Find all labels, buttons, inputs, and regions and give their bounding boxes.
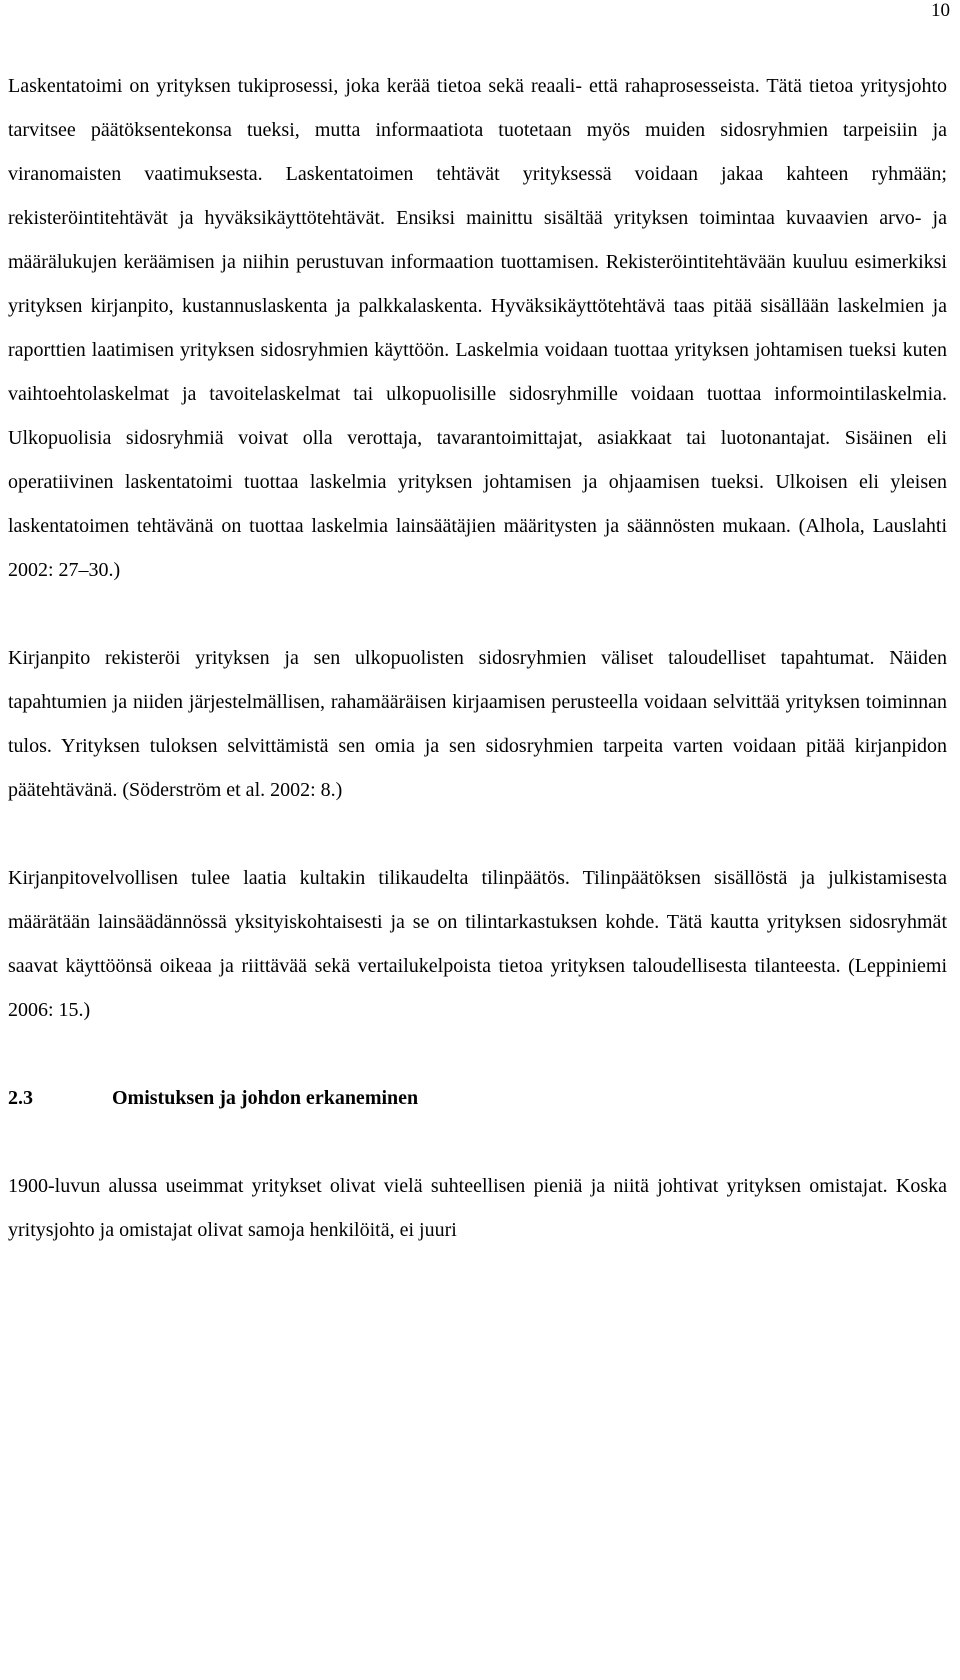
paragraph-section-intro: 1900-luvun alussa useimmat yritykset olivat vielä suhteellisen pieniä ja niitä johtivat yrityksen omistajat. Koska yritysjohto ja omistajat olivat samoja henkilöitä, ei juuri	[8, 1175, 947, 1241]
section-heading	[8, 1076, 947, 1120]
paragraph-spacer	[8, 592, 947, 636]
section-number: 2.3	[8, 1087, 33, 1109]
section-title: Omistuksen ja johdon erkaneminen	[112, 1087, 419, 1109]
paragraph-laskentatoimi: Laskentatoimi on yrityksen tukiprosessi, joka kerää tietoa sekä reaali- että rahaprosesseista. Tätä tietoa yritysjohto tarvitsee päätöksentekonsa tueksi, mutta informaatiota tuotetaan myös muiden sidosryhmien tarpeisiin ja viranomaisten vaatimuksesta. Laskentatoimen tehtävät yrityksessä voidaan jakaa kahteen ryhmään; rekisteröintitehtävät ja hyväksikäyttötehtävät. Ensiksi mainittu sisältää yrityksen toimintaa kuvaavien arvo- ja määrälukujen keräämisen ja niihin perustuvan informaation tuottamisen. Rekisteröintitehtävään kuuluu esimerkiksi yrityksen kirjanpito, kustannuslaskenta ja palkkalaskenta. Hyväksikäyttötehtävä taas pitää sisällään laskelmien ja raporttien laatimisen yrityksen sidosryhmien käyttöön. Laskelmia voidaan tuottaa yrityksen johtamisen tueksi kuten vaihtoehtolaskelmat ja tavoitelaskelmat tai ulkopuolisille sidosryhmille voidaan tuottaa informointilaskelmia. Ulkopuolisia sidosryhmiä voivat olla verottaja, tavarantoimittajat, asiakkaat tai luotonantajat. Sisäinen eli operatiivinen laskentatoimi tuottaa laskelmia yrityksen johtamisen ja ohjaamisen tueksi. Ulkoisen eli yleisen laskentatoimen tehtävänä on tuottaa laskelmia lainsäätäjien määritysten ja säännösten mukaan. (Alhola, Lauslahti 2002: 27–30.)	[8, 75, 947, 581]
paragraph-tilinpaatos: Kirjanpitovelvollisen tulee laatia kultakin tilikaudelta tilinpäätös. Tilinpäätöksen sisällöstä ja julkistamisesta määrätään lainsäädännössä yksityiskohtaisesti ja se on tilintarkastuksen kohde. Tätä kautta yrityksen sidosryhmät saavat käyttöönsä oikeaa ja riittävää sekä vertailukelpoista tietoa yrityksen taloudellisesta tilanteesta. (Leppiniemi 2006: 15.)	[8, 867, 947, 1021]
paragraph-spacer	[8, 812, 947, 856]
paragraph-spacer	[8, 1120, 947, 1164]
page-number: 10	[931, 0, 950, 21]
paragraph-spacer	[8, 1032, 947, 1076]
document-body	[8, 64, 947, 1252]
paragraph-kirjanpito: Kirjanpito rekisteröi yrityksen ja sen ulkopuolisten sidosryhmien väliset taloudelliset tapahtumat. Näiden tapahtumien ja niiden järjestelmällisen, rahamääräisen kirjaamisen perusteella voidaan selvittää yrityksen toiminnan tulos. Yrityksen tuloksen selvittämistä sen omia ja sen sidosryhmien tarpeita varten voidaan pitää kirjanpidon päätehtävänä. (Söderström et al. 2002: 8.)	[8, 647, 947, 801]
